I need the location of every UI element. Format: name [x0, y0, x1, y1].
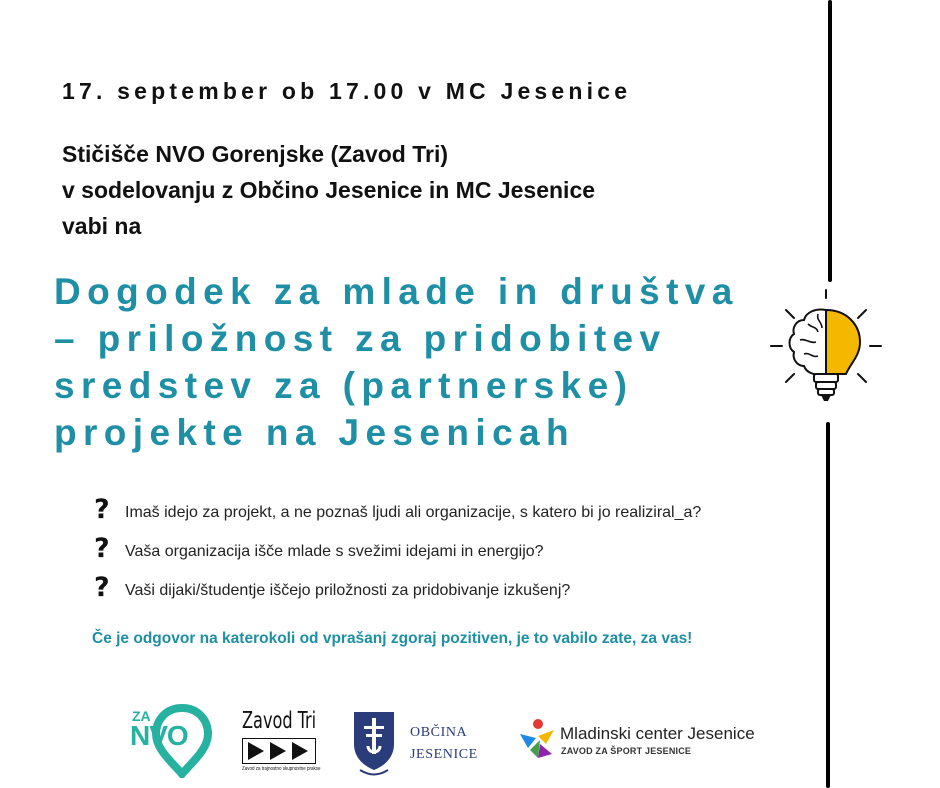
zavod-tri-subtitle: Zavod za trajnostno skupnostne prakse [242, 766, 321, 772]
zavod-tri-title: Zavod Tri [242, 708, 317, 734]
intro-line-1: Stičišče NVO Gorenjske (Zavod Tri) [62, 141, 449, 167]
event-title-line-3: sredstev za (partnerske) [54, 365, 634, 406]
question-mark-icon: ? [94, 572, 110, 603]
question-text: Imaš idejo za projekt, a ne poznaš ljudi ali organizacije, s katero bi jo realiziral_a? [125, 504, 702, 521]
intro-line-3: vabi na [62, 213, 142, 239]
coat-of-arms-icon [350, 706, 398, 776]
logo-nvo-text: NVO [130, 720, 188, 751]
obcina-name [410, 722, 478, 766]
question-mark-icon: ? [94, 533, 110, 564]
lightbulb-brain-icon [766, 288, 886, 418]
logo-za-text: ZA [132, 708, 151, 724]
za-nvo-logo [128, 704, 212, 778]
obcina-line-1: OBČINA [410, 725, 468, 740]
intro-line-2: v sodelovanju z Občino Jesenice in MC Jesenice [62, 177, 596, 203]
play-arrows-icon [242, 738, 316, 764]
obcina-jesenice-logo [348, 706, 498, 780]
vertical-divider-bottom [826, 422, 830, 788]
zavod-tri-logo [240, 708, 322, 776]
call-to-action: Če je odgovor na katerokoli od vprašanj zgoraj pozitiven, je to vabilo zate, za vas! [92, 630, 693, 647]
vertical-divider-top [828, 0, 832, 282]
event-title-line-2: – priložnost za pridobitev [54, 318, 667, 359]
intro-text [62, 136, 595, 244]
question-mark-icon: ? [94, 494, 110, 525]
event-title-line-1: Dogodek za mlade in društva [54, 271, 739, 312]
obcina-line-2: JESENICE [410, 747, 478, 762]
question-text: Vaši dijaki/študentje iščejo priložnosti za pridobivanje izkušenj? [125, 582, 571, 599]
mc-subtitle: ZAVOD ZA ŠPORT JESENICE [561, 746, 692, 756]
event-title-line-4: projekte na Jesenicah [54, 412, 576, 453]
question-text: Vaša organizacija išče mlade s svežimi idejami in energijo? [125, 543, 544, 560]
figure-star-icon [516, 718, 556, 762]
mc-name: Mladinski center Jesenice [560, 724, 755, 743]
mladinski-center-logo [516, 718, 776, 768]
event-date: 17. september ob 17.00 v MC Jesenice [62, 78, 632, 104]
event-title [54, 268, 739, 456]
